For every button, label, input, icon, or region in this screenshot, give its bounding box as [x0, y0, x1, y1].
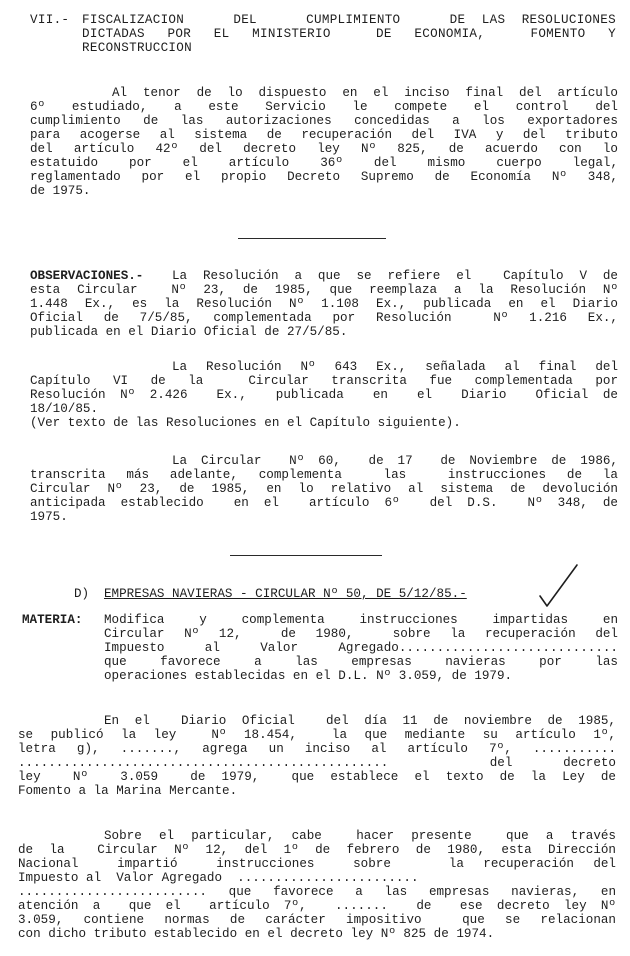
paragraph-line: con dicho tributo establecido en el decreto ley Nº 825 de 1974. — [18, 927, 495, 941]
paragraph-line: cumplimiento de las autorizaciones concedidas a los exportadores — [30, 114, 618, 128]
paragraph-line: Modifica y complementa instrucciones impartidas en — [104, 613, 618, 627]
paragraph-line: 3.059, contiene normas de carácter impositivo que se relacionan — [18, 913, 616, 927]
section-vii-heading-line-3: RECONSTRUCCION — [82, 41, 193, 55]
paragraph-line: Fomento a la Marina Mercante. — [18, 784, 238, 798]
checkmark-icon — [538, 562, 580, 610]
separator-rule — [230, 555, 382, 556]
paragraph-line: Resolución Nº 2.426 Ex., publicada en el Diario Oficial de — [30, 388, 618, 402]
paragraph-line: reglamentado por el propio Decreto Supremo de Economía Nº 348, — [30, 170, 618, 184]
paragraph-line: publicada en el Diario Oficial de 27/5/85. — [30, 325, 348, 339]
paragraph-line: transcrita más adelante, complementa las instrucciones de la — [30, 468, 618, 482]
paragraph-line: La Circular Nº 60, de 17 de Noviembre de 1986, — [172, 454, 618, 468]
paragraph-line: Circular Nº 23, de 1985, en lo relativo al sistema de devolución — [30, 482, 618, 496]
paragraph-line: que favorece a las empresas navieras por las — [104, 655, 618, 669]
paragraph-line: Impuesto al Valor Agregado ........................ — [18, 871, 419, 885]
paragraph-line: operaciones establecidas en el D.L. Nº 3.059, de 1979. — [104, 669, 513, 683]
paragraph-line: se publicó la ley Nº 18.454, la que mediante su artículo 1º, — [18, 728, 616, 742]
paragraph-line: Oficial de 7/5/85, complementada por Resolución Nº 1.216 Ex., — [30, 311, 618, 325]
paragraph-line: 6º estudiado, a este Servicio le compete el control del — [30, 100, 618, 114]
paragraph-line: En el Diario Oficial del día 11 de noviembre de 1985, — [104, 714, 616, 728]
paragraph-line: esta Circular Nº 23, de 1985, que reemplaza a la Resolución Nº — [30, 283, 618, 297]
paragraph-line: La Resolución a que se refiere el Capítulo V de — [172, 269, 618, 283]
paragraph-line: ley Nº 3.059 de 1979, que establece el texto de la Ley de — [18, 770, 616, 784]
paragraph-line: Sobre el particular, cabe hacer presente que a través — [104, 829, 616, 843]
paragraph-line: 1.448 Ex., es la Resolución Nº 1.108 Ex., publicada en el Diario — [30, 297, 618, 311]
paragraph-line: para acogerse al sistema de recuperación del IVA y del tributo — [30, 128, 618, 142]
separator-rule — [238, 238, 386, 239]
section-vii-heading-line-1: FISCALIZACION DEL CUMPLIMIENTO DE LAS RESOLUCIONES — [82, 13, 616, 27]
section-d-letter: D) — [74, 587, 90, 601]
paragraph-line: Nacional impartió instrucciones sobre la recuperación del — [18, 857, 616, 871]
paragraph-line: del artículo 42º del decreto ley Nº 825, de acuerdo con lo — [30, 142, 618, 156]
paragraph-line: La Resolución Nº 643 Ex., señalada al final del — [172, 360, 618, 374]
paragraph-line: Impuesto al Valor Agregado............................. — [104, 641, 618, 655]
paragraph-line: de la Circular Nº 12, del 1º de febrero de 1980, esta Dirección — [18, 843, 616, 857]
paragraph-line: estatuido por el artículo 36º del mismo cuerpo legal, — [30, 156, 618, 170]
paragraph-line: ................................................. del decreto — [18, 756, 616, 770]
materia-label: MATERIA: — [22, 613, 83, 627]
paragraph-line: ......................... que favorece a las empresas navieras, en — [18, 885, 616, 899]
paragraph-line: de 1975. — [30, 184, 91, 198]
paragraph-line: 18/10/85. — [30, 402, 99, 416]
section-vii-heading-line-2: DICTADAS POR EL MINISTERIO DE ECONOMIA, FOMENTO Y — [82, 27, 616, 41]
section-vii-number: VII.- — [30, 13, 70, 27]
paragraph-line: Capítulo VI de la Circular transcrita fue complementada por — [30, 374, 618, 388]
paragraph-line: anticipada establecido en el artículo 6º del D.S. Nº 348, de — [30, 496, 618, 510]
section-d-heading: EMPRESAS NAVIERAS - CIRCULAR Nº 50, DE 5/12/85.- — [104, 587, 467, 601]
paragraph-line: atención a que el artículo 7º, ....... de ese decreto ley Nº — [18, 899, 616, 913]
paragraph-line: 1975. — [30, 510, 68, 524]
paragraph-line: Circular Nº 12, de 1980, sobre la recuperación del — [104, 627, 618, 641]
paragraph-line: Al tenor de lo dispuesto en el inciso final del artículo — [112, 86, 618, 100]
observaciones-label: OBSERVACIONES.- — [30, 269, 144, 283]
paragraph-line: (Ver texto de las Resoluciones en el Capítulo siguiente). — [30, 416, 461, 430]
paragraph-line: letra g), ......., agrega un inciso al artículo 7º, ........... — [18, 742, 616, 756]
